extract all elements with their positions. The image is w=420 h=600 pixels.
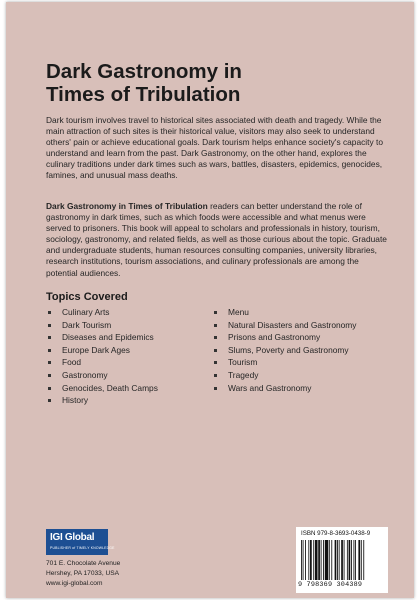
bullet-icon (214, 387, 217, 390)
bullet-icon (214, 349, 217, 352)
bullet-icon (214, 324, 217, 327)
barcode-bar (323, 540, 324, 580)
book-title (46, 60, 242, 106)
topic-label: Tourism (228, 357, 258, 368)
topic-item (46, 394, 158, 407)
topic-label: Culinary Arts (62, 307, 110, 317)
publisher-website: www.igi-global.com (46, 580, 103, 587)
barcode-bar (303, 540, 304, 580)
address-line: 701 E. Chocolate Avenue (46, 560, 121, 567)
topic-label: Gastronomy (62, 369, 108, 380)
bullet-icon (48, 374, 51, 377)
topic-label: Wars and Gastronomy (228, 382, 312, 393)
topic-item (212, 331, 356, 344)
title-line-2: Times of Tribulation (46, 83, 241, 106)
topic-item (46, 369, 158, 382)
topic-label: Dark Tourism (62, 319, 112, 330)
topic-item (212, 356, 356, 369)
barcode-bar (325, 540, 328, 580)
bullet-icon (48, 349, 51, 352)
topic-label: Prisons and Gastronomy (228, 332, 321, 343)
topic-item (46, 344, 158, 357)
barcode-bar (308, 540, 309, 580)
barcode-bar (335, 540, 337, 580)
topics-list-left (46, 306, 158, 407)
bullet-icon (48, 311, 51, 314)
barcode-bar (337, 540, 338, 580)
topic-label: Tragedy (228, 369, 259, 380)
barcode-bar (344, 540, 345, 580)
bullet-icon (48, 324, 51, 327)
barcode-bar (363, 540, 364, 580)
barcode-digits: 9 798369 304389 (298, 581, 363, 589)
barcode-bar (301, 540, 302, 580)
publisher-address (46, 559, 120, 589)
barcode-bar (329, 540, 330, 580)
description-paragraph-1: Dark tourism involves travel to historical sites associated with death and tragedy. While the main attraction of such sites is their historical value, visitors may also seek to understand others' pain or achieve educational goals. Dark tourism helps enhance society's capacity to understand and learn from the past. Dark Gastronomy, on the other hand, explores the culinary traditions under dark times such as wars, battles, disasters, epidemics, genocides, famines, and unusual mass deaths. (46, 115, 383, 181)
topic-item (212, 319, 356, 332)
barcode-bar (349, 540, 351, 580)
topic-label: Slums, Poverty and Gastronomy (228, 344, 349, 355)
barcode-bar (341, 540, 343, 580)
bullet-icon (214, 336, 217, 339)
isbn-barcode (296, 527, 388, 593)
topic-item (212, 306, 356, 319)
barcode-bar (353, 540, 354, 580)
barcode-bar (315, 540, 318, 580)
barcode-bar (347, 540, 348, 580)
isbn-label: ISBN 979-8-3693-0438-9 (301, 530, 371, 537)
barcode-bar (305, 540, 306, 580)
bullet-icon (48, 399, 51, 402)
topic-label: Menu (228, 307, 249, 317)
barcode-bar (313, 540, 314, 580)
barcode-bar (318, 540, 320, 580)
bullet-icon (214, 311, 217, 314)
topic-item (212, 344, 356, 357)
bullet-icon (214, 374, 217, 377)
topic-item (46, 306, 158, 319)
topic-item (46, 331, 158, 344)
bullet-icon (214, 361, 217, 364)
bullet-icon (48, 387, 51, 390)
topic-label: History (62, 395, 89, 406)
barcode-bar (361, 540, 362, 580)
paragraph-bold-lead: Dark Gastronomy in Times of Tribulation (46, 201, 208, 211)
description-paragraph-2 (46, 201, 390, 279)
publisher-logo (46, 529, 115, 555)
topic-item (46, 356, 158, 369)
topic-item (46, 319, 158, 332)
barcode-bar (355, 540, 356, 580)
barcode-bar (339, 540, 340, 580)
bullet-icon (48, 336, 51, 339)
topic-item (46, 382, 158, 395)
back-cover (6, 2, 414, 598)
logo-text: IGI Global (50, 532, 95, 543)
topic-item (212, 382, 356, 395)
barcode-bar (321, 540, 322, 580)
bullet-icon (48, 361, 51, 364)
paragraph-rest: readers can better understand the role of gastronomy in dark times, such as which foods were accessible and what menus were served to prisoners. This book will appeal to scholars and professionals in history, tourism, sociology, gastronomy, and related fields, as well as those curious about the topic. Graduate and undergraduate students, human resources consulting companies, university libraries, research institutions, tourism associations, and culinary professionals are among the potential audiences. (46, 201, 387, 278)
topic-label: Food (62, 357, 82, 368)
barcode-bars (301, 540, 383, 580)
title-line-1: Dark Gastronomy in (46, 60, 242, 83)
topic-label: Europe Dark Ages (62, 344, 130, 355)
topic-label: Genocides, Death Camps (62, 382, 158, 393)
address-line: Hershey, PA 17033, USA (46, 570, 120, 577)
topics-list-right (212, 306, 356, 394)
barcode-bar (310, 540, 312, 580)
topic-label: Diseases and Epidemics (62, 332, 154, 343)
topic-label: Natural Disasters and Gastronomy (228, 319, 357, 330)
logo-tagline: PUBLISHER of TIMELY KNOWLEDGE (50, 546, 115, 550)
barcode-bar (358, 540, 360, 580)
barcode-bar (331, 540, 332, 580)
barcode-bar (351, 540, 352, 580)
topic-item (212, 369, 356, 382)
topics-heading: Topics Covered (46, 291, 128, 303)
